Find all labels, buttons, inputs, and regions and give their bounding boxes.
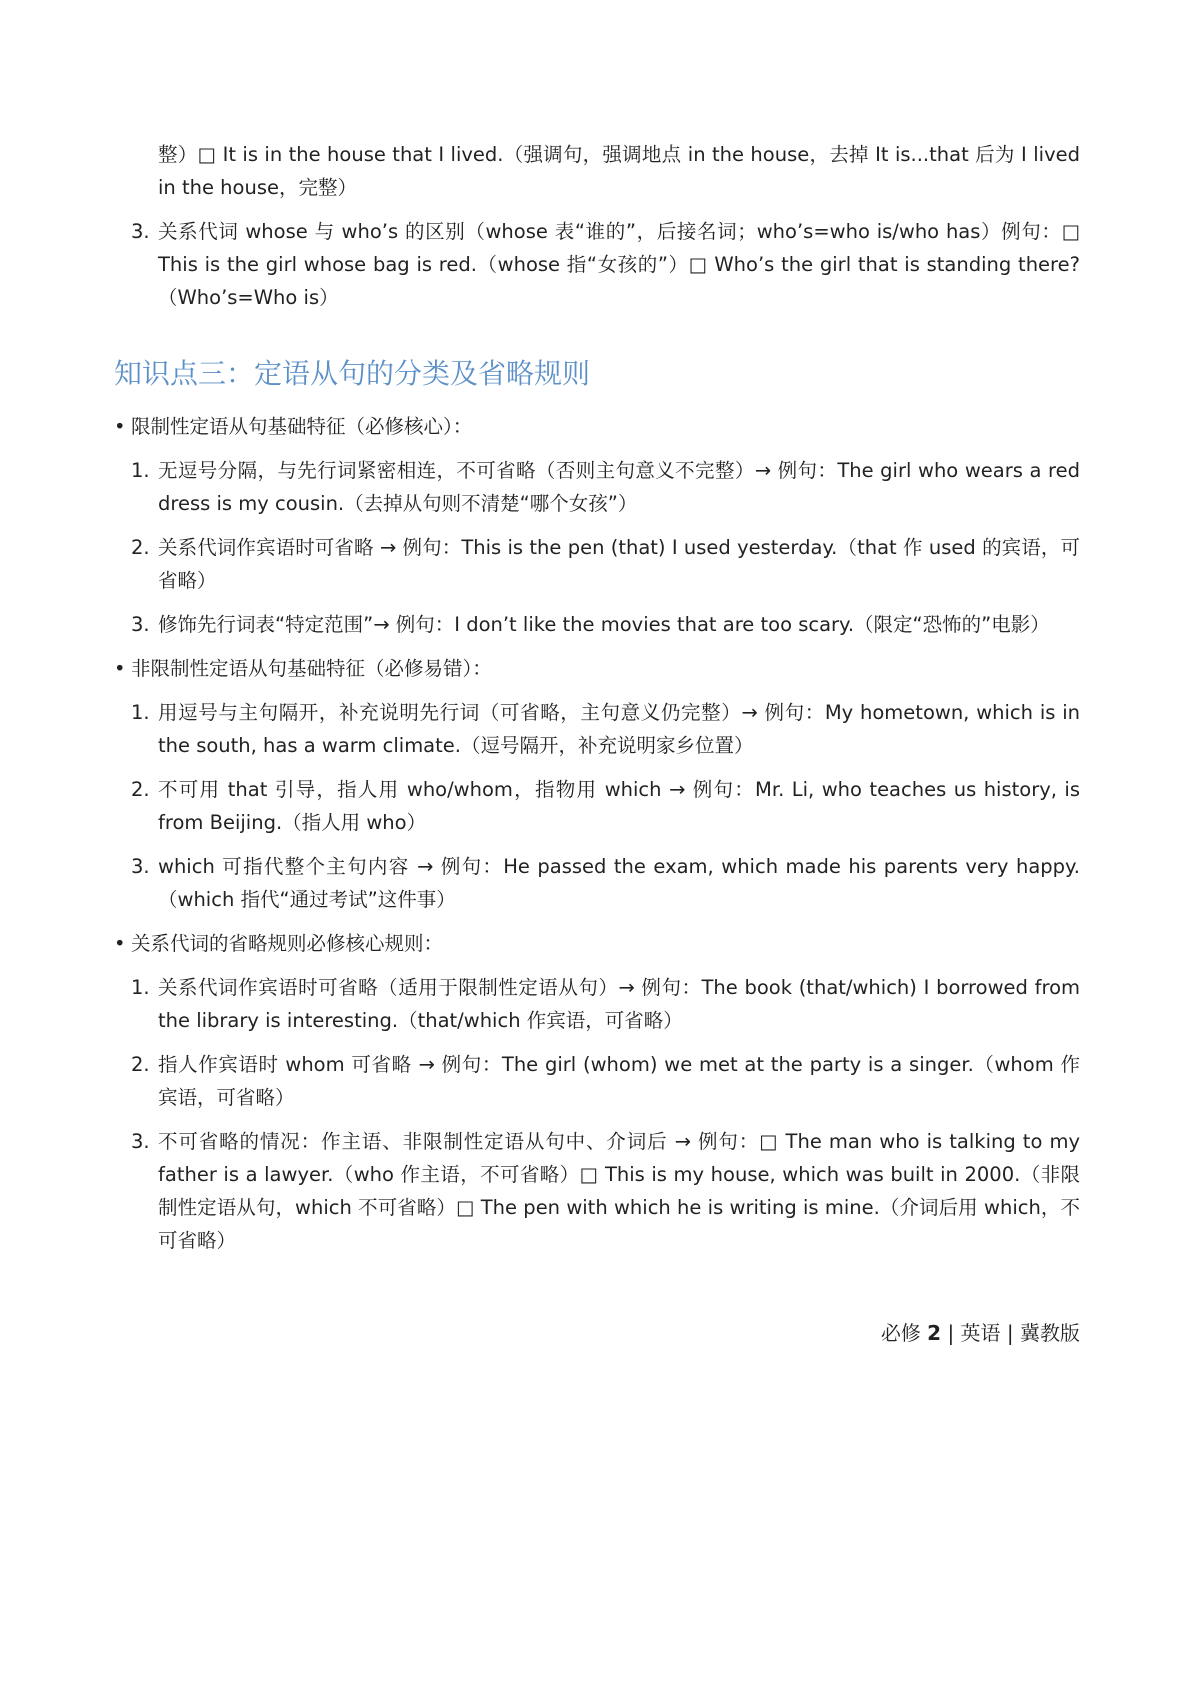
list-item <box>114 608 1080 641</box>
list-item-whose <box>114 215 1080 314</box>
list-item <box>114 850 1080 916</box>
bullet-dot: • <box>114 932 126 955</box>
bullet-dot: • <box>114 657 126 680</box>
item-text: 用逗号与主句隔开，补充说明先行词（可省略，主句意义仍完整）→ 例句：My hometown, which is in the south, has a warm climate.（逗号隔开，补充说明家乡位置） <box>158 701 1080 757</box>
item-number: 3. <box>131 613 150 636</box>
list-item <box>114 971 1080 1037</box>
item-number: 2. <box>131 1053 150 1076</box>
list-item <box>114 531 1080 597</box>
item-text: 关系代词作宾语时可省略 → 例句：This is the pen (that) I used yesterday.（that 作 used 的宾语，可省略） <box>158 536 1080 592</box>
list-item <box>114 1125 1080 1257</box>
item-text: 不可用 that 引导，指人用 who/whom，指物用 which → 例句：Mr. Li, who teaches us history, is from Beijing.（指人用 who） <box>158 778 1080 834</box>
footer-prefix: 必修 <box>880 1321 928 1345</box>
item-number: 1. <box>131 459 150 482</box>
bullet-dot: • <box>114 415 126 438</box>
section-title: 知识点三：定语从句的分类及省略规则 <box>114 357 591 390</box>
item-number: 3. <box>131 1130 150 1153</box>
item-number: 2. <box>131 536 150 559</box>
item-text: which 可指代整个主句内容 → 例句：He passed the exam, which made his parents very happy.（which 指代“通过考试”这件事） <box>158 855 1080 911</box>
item-text: 关系代词 whose 与 who’s 的区别（whose 表“谁的”，后接名词；who’s=who is/who has）例句：□ This is the girl whose bag is red.（whose 指“女孩的”）□ Who’s the girl that is standing there?（Who’s=Who is） <box>158 220 1080 309</box>
bullet-heading-nonrestrictive <box>114 652 1080 685</box>
item-number: 1. <box>131 976 150 999</box>
footer-rest: | 英语 | 冀教版 <box>941 1321 1080 1345</box>
bullet-heading-omission <box>114 927 1080 960</box>
item-number: 3. <box>131 220 150 243</box>
footer-number: 2 <box>927 1321 942 1345</box>
item-text: 无逗号分隔，与先行词紧密相连，不可省略（否则主句意义不完整）→ 例句：The girl who wears a red dress is my cousin.（去掉从句则不清楚“哪个女孩”） <box>158 459 1080 515</box>
page-content <box>114 138 1080 1257</box>
item-number: 3. <box>131 855 150 878</box>
list-item <box>114 773 1080 839</box>
bullet-text: 非限制性定语从句基础特征（必修易错）： <box>131 657 492 680</box>
list-item <box>114 1048 1080 1114</box>
list-item <box>114 454 1080 520</box>
item-number: 2. <box>131 778 150 801</box>
item-text: 修饰先行词表“特定范围”→ 例句：I don’t like the movies that are too scary.（限定“恐怖的”电影） <box>158 613 1050 636</box>
item-number: 1. <box>131 701 150 724</box>
item-text: 不可省略的情况：作主语、非限制性定语从句中、介词后 → 例句：□ The man who is talking to my father is a lawyer.（who 作主语，不可省略）□ This is my house, which was built in 2000.（非限制性定语从句，which 不可省略）□ The pen with which he is writing is mine.（介词后用 which，不可省略） <box>158 1130 1080 1252</box>
bullet-text: 关系代词的省略规则必修核心规则： <box>131 932 444 955</box>
item-text: 指人作宾语时 whom 可省略 → 例句：The girl (whom) we met at the party is a singer.（whom 作宾语，可省略） <box>158 1053 1080 1109</box>
bullet-heading-restrictive <box>114 410 1080 443</box>
item-text: 关系代词作宾语时可省略（适用于限制性定语从句）→ 例句：The book (that/which) I borrowed from the library is interesting.（that/which 作宾语，可省略） <box>158 976 1080 1032</box>
list-item <box>114 696 1080 762</box>
continued-paragraph: 整）□ It is in the house that I lived.（强调句，强调地点 in the house，去掉 It is...that 后为 I lived in the house，完整） <box>158 143 1080 199</box>
bullet-text: 限制性定语从句基础特征（必修核心）： <box>131 415 473 438</box>
page-footer <box>881 1318 1080 1348</box>
